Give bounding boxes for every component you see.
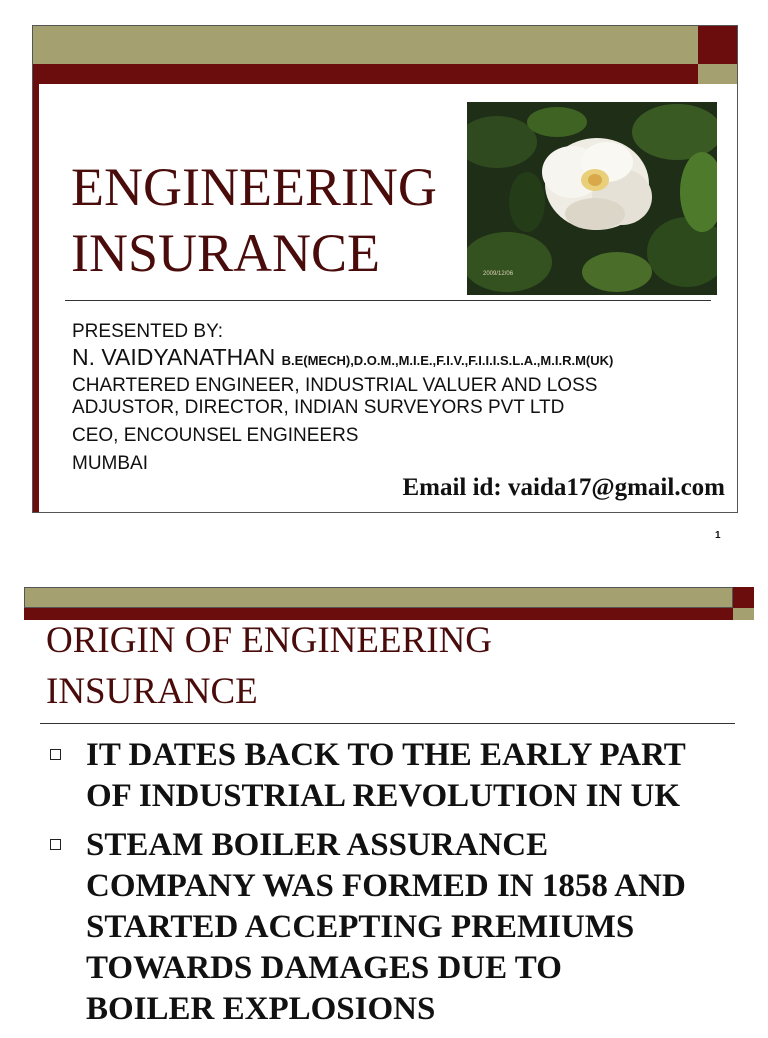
title-divider [65,300,711,301]
header-olive-bar [24,587,733,608]
presenter-qualifications: B.E(MECH),D.O.M.,M.I.E.,F.I.V.,F.I.I.I.S.L.A.,M.I.R.M(UK) [281,353,614,368]
square-bullet-icon [50,839,61,850]
page-number: 1 [715,530,721,541]
slide-2 [24,587,755,1027]
presenter-block [72,321,613,475]
presenter-city: MUMBAI [72,453,148,474]
photo-date-stamp: 2009/12/06 [483,271,514,277]
square-bullet-icon [50,749,61,760]
rose-photo [467,102,717,295]
presented-by-label: PRESENTED BY: [72,321,223,342]
bullet-list [24,735,686,1038]
rose-image [467,102,717,295]
presenter-role-line-3: CEO, ENCOUNSEL ENGINEERS [72,425,359,446]
bullet-text: STEAM BOILER ASSURANCE COMPANY WAS FORMED IN 1858 AND STARTED ACCEPTING PREMIUMS TOWARDS DAMAGES DUE TO BOILER EXPLOSIONS [86,827,686,1027]
slide-title: ORIGIN OF ENGINEERING INSURANCE [46,620,493,712]
presenter-role-line-1: CHARTERED ENGINEER, INDUSTRIAL VALUER AND LOSS [72,375,598,396]
presenter-role-line-2: ADJUSTOR, DIRECTOR, INDIAN SURVEYORS PVT LTD [72,397,565,418]
slide-title: ENGINEERING INSURANCE [71,157,437,283]
list-item [24,735,686,817]
presenter-name: N. VAIDYANATHAN [72,344,282,370]
list-item [24,825,686,1030]
header-olive-square [733,608,754,620]
bullet-text: IT DATES BACK TO THE EARLY PART OF INDUSTRIAL REVOLUTION IN UK [86,737,686,814]
header-maroon-band [33,64,698,84]
header-maroon-square [733,587,754,608]
header-olive-square [698,64,737,84]
presenter-name-line [72,343,613,375]
header-maroon-square [698,26,737,64]
title-divider [40,723,735,724]
email-address: Email id: vaida17@gmail.com [402,474,725,501]
header-olive-bar [33,26,698,65]
left-accent-stripe [33,84,39,512]
slide-1 [32,25,738,513]
